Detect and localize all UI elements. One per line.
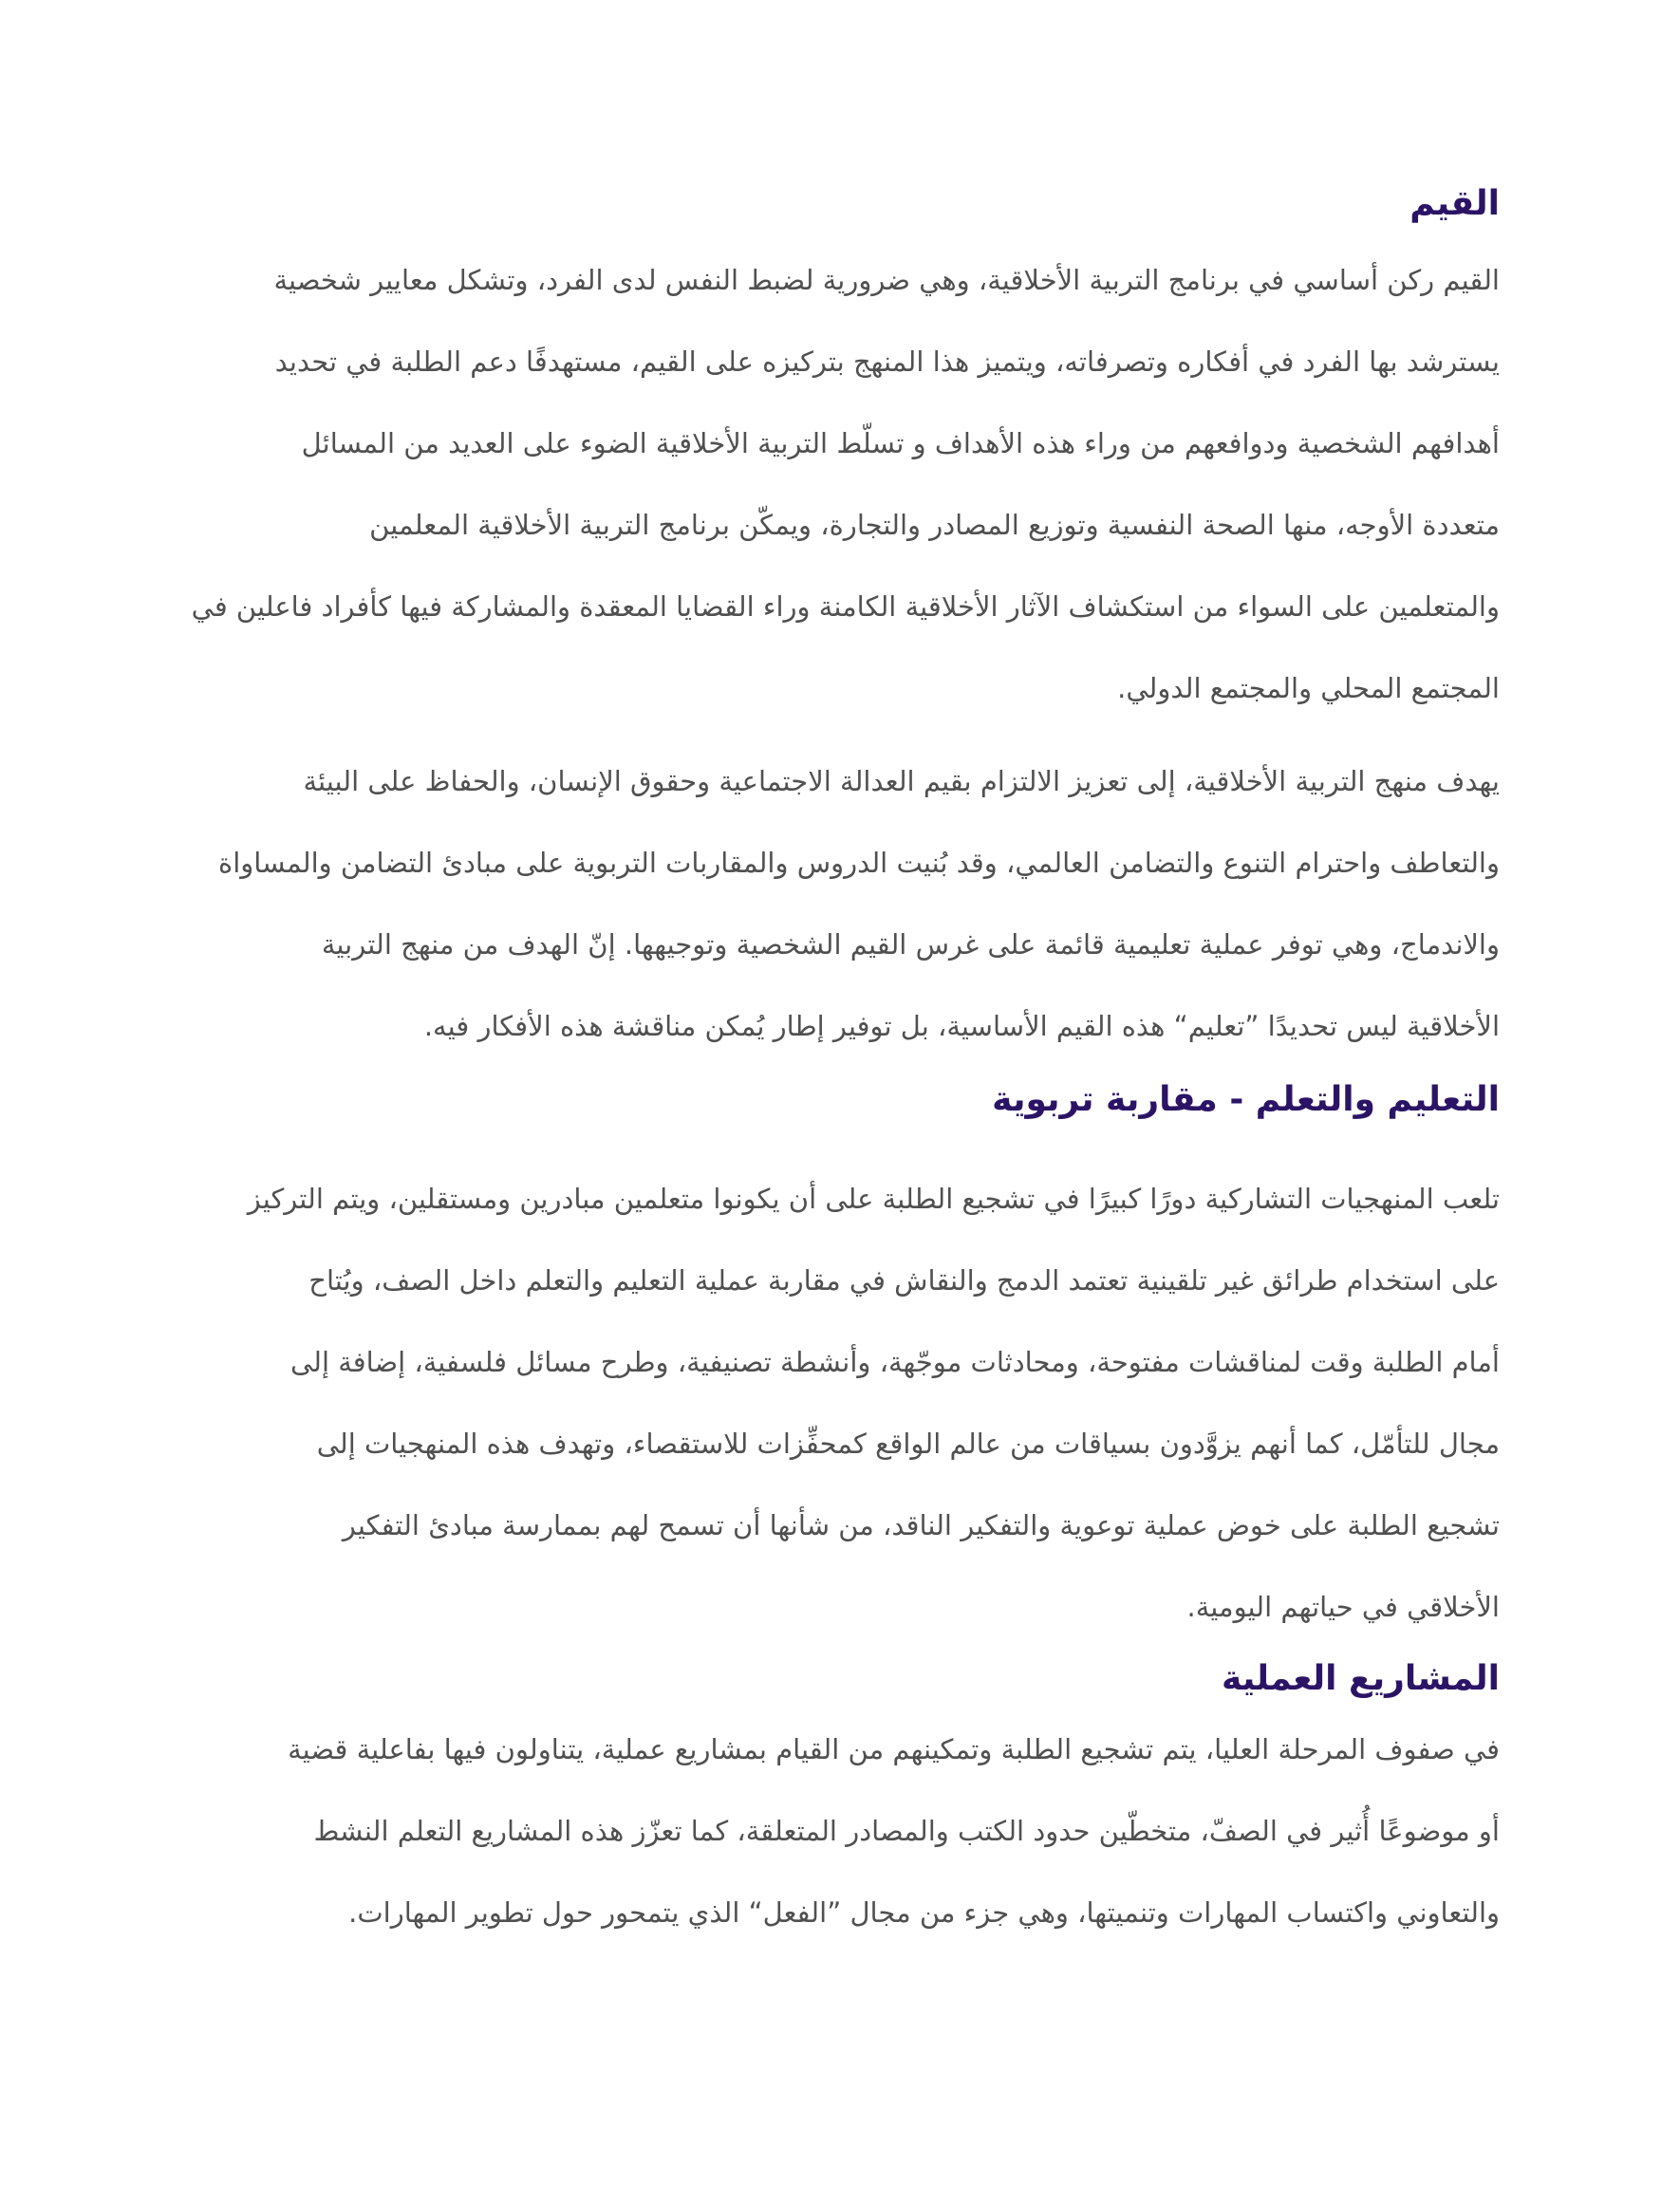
text-line: أمام الطلبة وقت لمناقشات مفتوحة، ومحادثات موجّهة، وأنشطة تصنيفية، وطرح مسائل فلسفية، إضافة إلى: [289, 1346, 1500, 1378]
paragraph-values-goal: [171, 740, 1500, 1067]
section-heading-practical-projects: المشاريع العملية: [1221, 1659, 1500, 1698]
section-heading-teaching-learning: التعليم والتعلم - مقاربة تربوية: [992, 1080, 1500, 1119]
section-heading-values: القيم: [1409, 184, 1500, 223]
text-line: المجتمع المحلي والمجتمع الدولي.: [1117, 672, 1500, 704]
text-line: الأخلاقي في حياتهم اليومية.: [1186, 1591, 1500, 1623]
paragraph-practical-projects: [171, 1708, 1500, 1953]
text-line: والتعاوني واكتساب المهارات وتنميتها، وهي جزء من مجال ”الفعل“ الذي يتمحور حول تطوير المهارات.: [348, 1896, 1500, 1929]
text-line: أهدافهم الشخصية ودوافعهم من وراء هذه الأهداف و تسلّط التربية الأخلاقية الضوء على العديد من المسائل: [301, 427, 1500, 459]
text-line: متعددة الأوجه، منها الصحة النفسية وتوزيع المصادر والتجارة، ويمكّن برنامج التربية الأخلاقية المعلمين: [369, 509, 1500, 541]
text-line: مجال للتأمّل، كما أنهم يزوَّدون بسياقات من عالم الواقع كمحفِّزات للاستقصاء، وتهدف هذه المنهجيات إلى: [316, 1428, 1500, 1460]
text-line: القيم ركن أساسي في برنامج التربية الأخلاقية، وهي ضرورية لضبط النفس لدى الفرد، وتشكل معايير شخصية: [273, 264, 1500, 296]
text-line: في صفوف المرحلة العليا، يتم تشجيع الطلبة وتمكينهم من القيام بمشاريع عملية، يتناولون فيها بفاعلية قضية: [288, 1733, 1500, 1765]
document-content: [171, 180, 1500, 1953]
text-line: تشجيع الطلبة على خوض عملية توعوية والتفكير الناقد، من شأنها أن تسمح لهم بممارسة مبادئ التفكير: [342, 1509, 1500, 1541]
text-line: والتعاطف واحترام التنوع والتضامن العالمي، وقد بُنيت الدروس والمقاربات التربوية على مبادئ التضامن والمساواة: [218, 847, 1500, 879]
text-line: يسترشد بها الفرد في أفكاره وتصرفاته، ويتميز هذا المنهج بتركيزه على القيم، مستهدفًا دعم الطلبة في تحديد: [274, 345, 1500, 378]
text-line: الأخلاقية ليس تحديدًا ”تعليم“ هذه القيم الأساسية، بل توفير إطار يُمكن مناقشة هذه الأفكار فيه.: [423, 1010, 1500, 1042]
text-line: أو موضوعًا أُثير في الصفّ، متخطّين حدود الكتب والمصادر المتعلقة، كما تعزّز هذه المشاريع التعلم النشط: [313, 1815, 1500, 1847]
text-line: يهدف منهج التربية الأخلاقية، إلى تعزيز الالتزام بقيم العدالة الاجتماعية وحقوق الإنسان، والحفاظ على البيئة: [303, 765, 1500, 797]
paragraph-values-intro: [171, 239, 1500, 729]
text-line: على استخدام طرائق غير تلقينية تعتمد الدمج والنقاش في مقاربة عملية التعليم والتعلم داخل الصف، ويُتاح: [308, 1264, 1500, 1297]
text-line: والمتعلمين على السواء من استكشاف الآثار الأخلاقية الكامنة وراء القضايا المعقدة والمشاركة فيها كأفراد فاعلين في: [191, 590, 1500, 623]
text-line: والاندماج، وهي توفر عملية تعليمية قائمة على غرس القيم الشخصية وتوجيهها. إنّ الهدف من منهج التربية: [321, 928, 1500, 961]
paragraph-teaching-learning: [171, 1158, 1500, 1648]
text-line: تلعب المنهجيات التشاركية دورًا كبيرًا في تشجيع الطلبة على أن يكونوا متعلمين مبادرين ومستقلين، ويتم التركيز: [247, 1183, 1500, 1215]
